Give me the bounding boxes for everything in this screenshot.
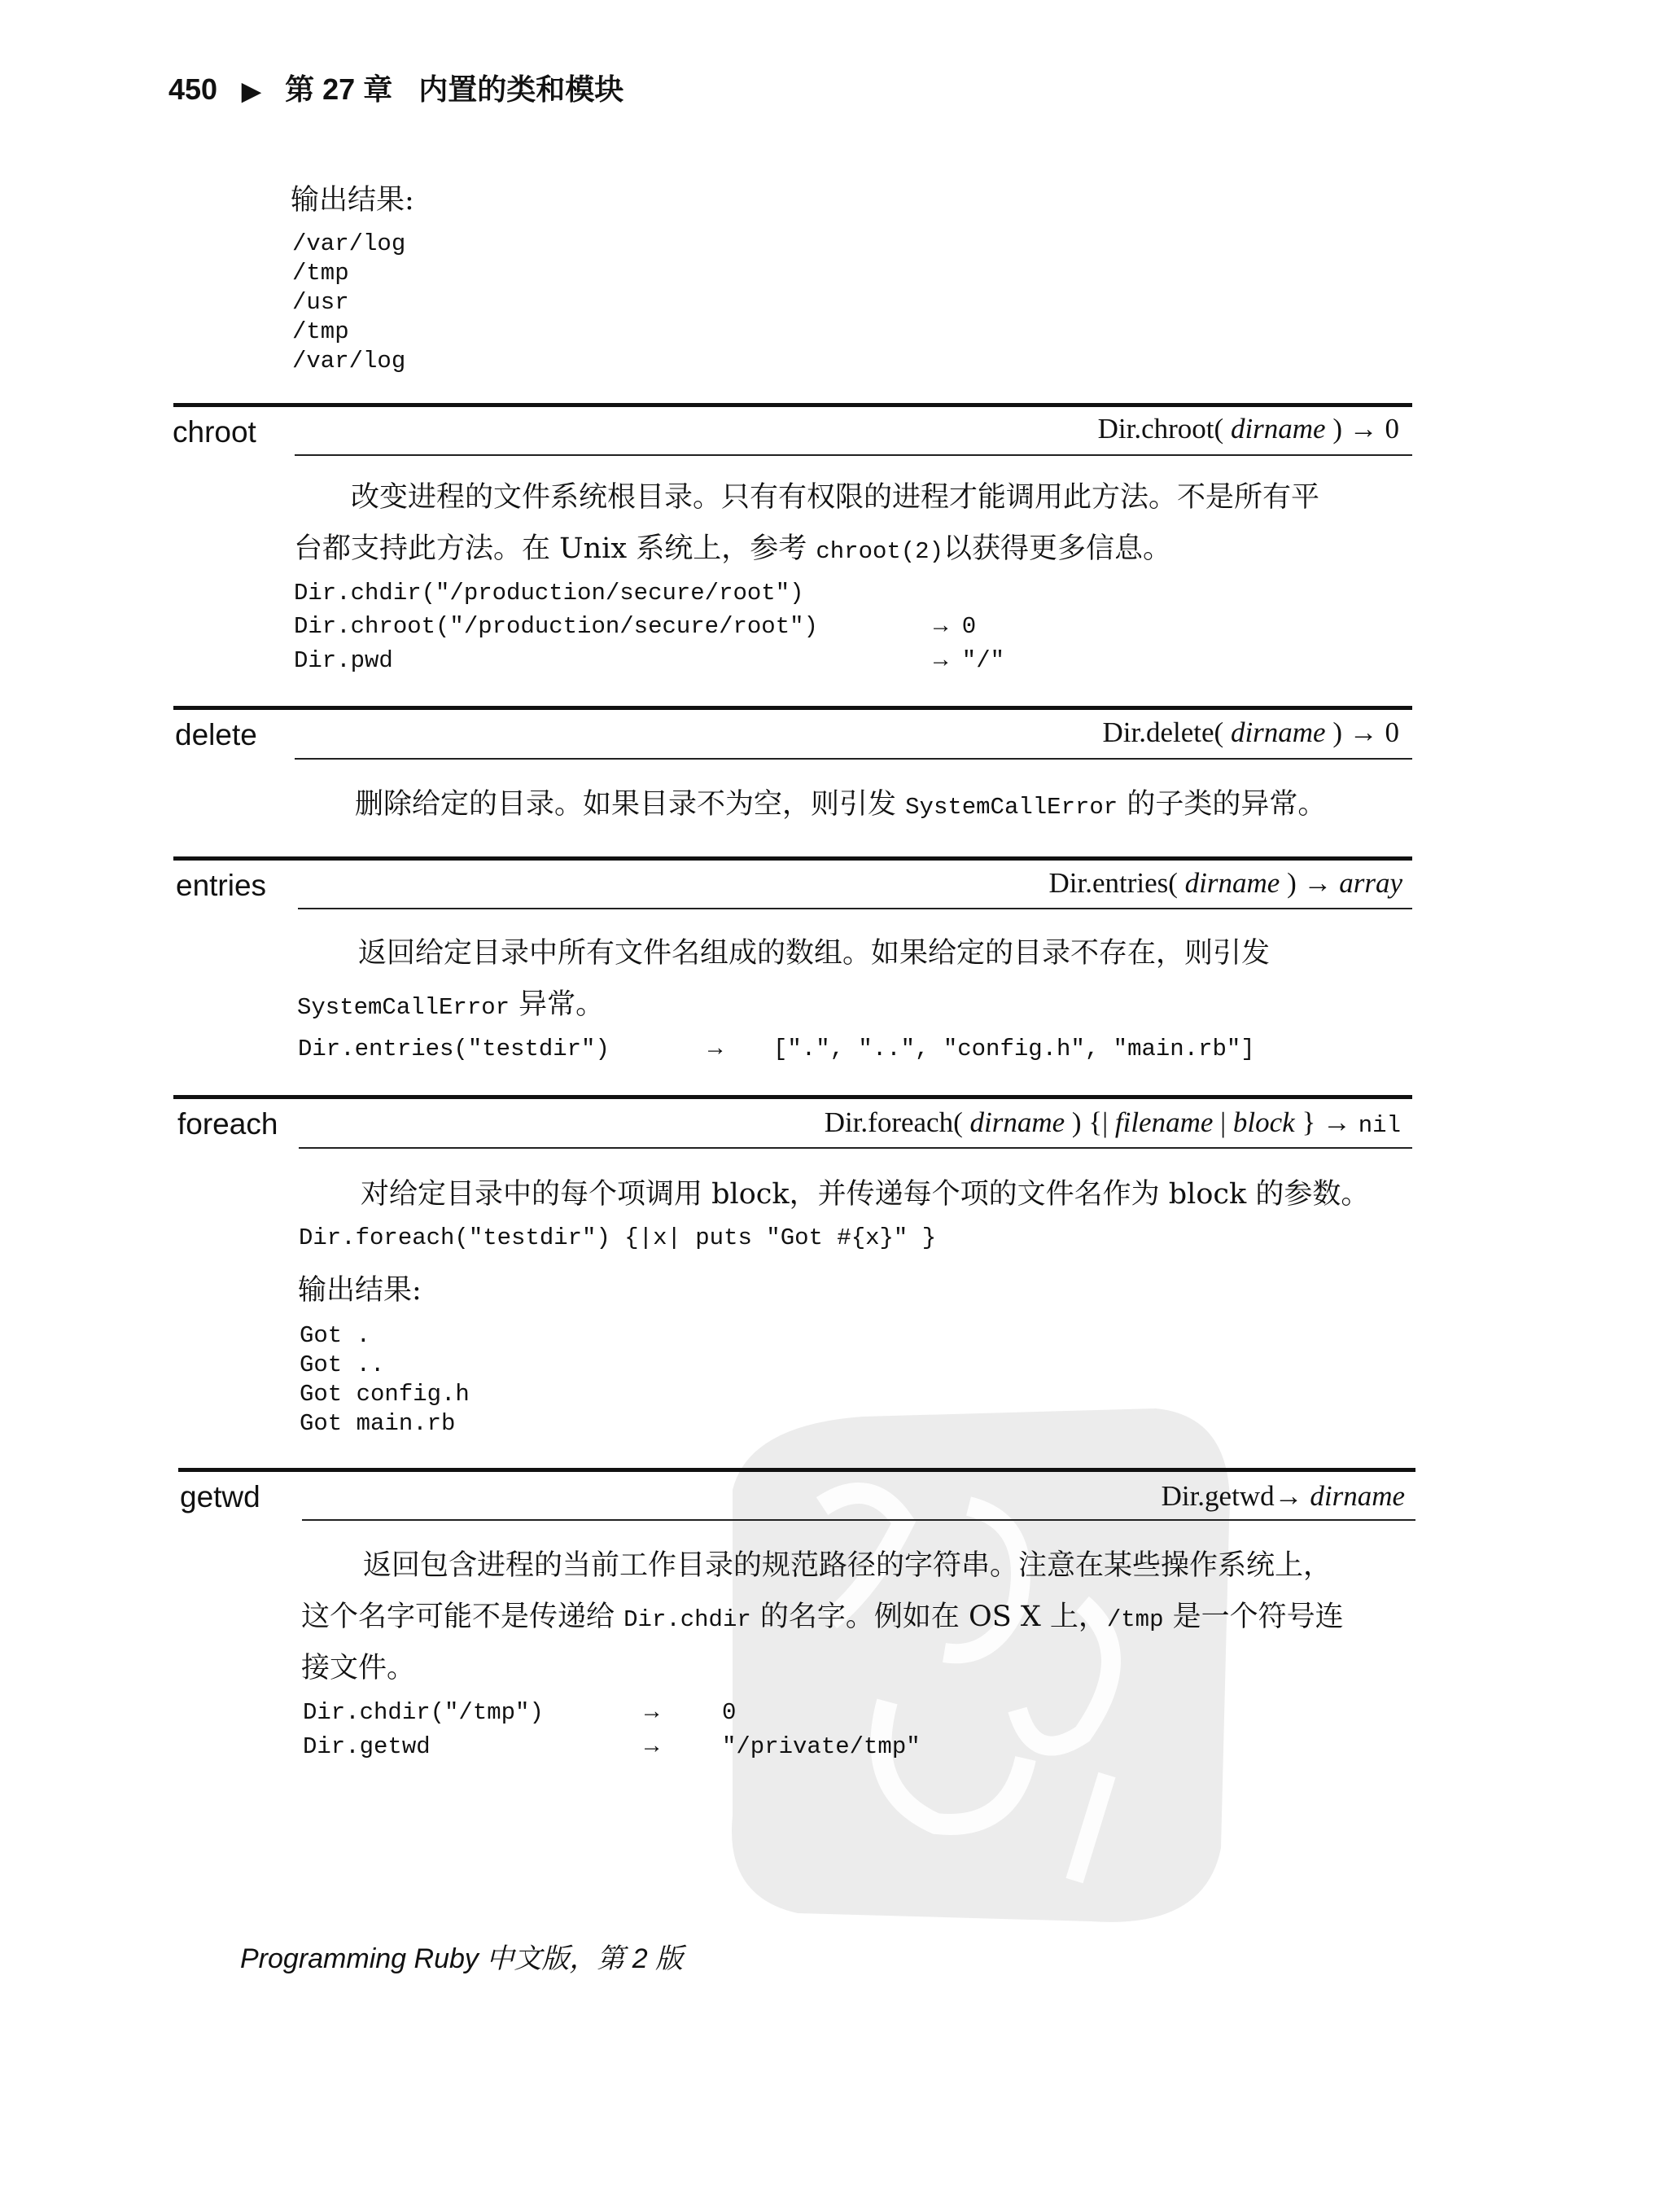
getwd-description-line1: 返回包含进程的当前工作目录的规范路径的字符串。注意在某些操作系统上， [363,1549,1332,1582]
output-line: /tmp [292,260,349,287]
code-example-result: [".", "..", "config.h", "main.rb"] [773,1036,1255,1062]
getwd-description-line3: 接文件。 [301,1652,416,1684]
foreach-output-label: 输出结果: [298,1274,422,1307]
code-example-result: "/private/tmp" [722,1733,921,1760]
code-example-line: Dir.chroot("/production/secure/root") [294,613,818,640]
entries-description-line2: SystemCallError 异常。 [297,988,605,1021]
output-line: /var/log [292,348,406,375]
chroot-description-line1: 改变进程的文件系统根目录。只有有权限的进程才能调用此方法。不是所有平 [351,481,1320,514]
section-divider [173,706,1412,710]
output-line: /var/log [292,230,406,257]
code-example-line: Dir.getwd [303,1733,431,1760]
method-name-getwd: getwd [180,1480,260,1513]
code-example-result: → "/" [934,647,1005,674]
section-divider [173,1095,1412,1099]
method-signature-delete: Dir.delete( dirname ) → 0 [1102,716,1399,748]
header-arrow-icon: ▶ [242,78,261,105]
foreach-output [300,1321,470,1439]
method-name-delete: delete [175,718,257,751]
method-name-entries: entries [176,869,267,902]
intro-output [292,230,405,376]
output-line: /usr [292,289,349,316]
signature-underline [298,908,1412,909]
method-name-chroot: chroot [173,415,256,449]
section-divider [173,856,1412,861]
output-line: Got config.h [300,1381,470,1408]
page-number: 450 [168,72,218,106]
chroot-description-line2: 台都支持此方法。在 Unix 系统上，参考 chroot(2)以获得更多信息。 [294,532,1172,565]
method-signature-chroot: Dir.chroot( dirname ) → 0 [1097,413,1399,445]
section-divider [173,403,1412,407]
method-signature-entries: Dir.entries( dirname ) → array [1048,867,1402,899]
output-line: Got .. [300,1351,385,1378]
section-divider [178,1468,1415,1472]
method-name-foreach: foreach [177,1107,278,1141]
signature-underline [295,454,1412,456]
output-line: /tmp [292,318,349,345]
code-example-line: Dir.chdir("/production/secure/root") [294,580,804,607]
code-example-line: Dir.chdir("/tmp") [303,1699,544,1726]
page-header [168,67,623,108]
output-line: Got main.rb [300,1410,456,1437]
code-example-result: → 0 [934,613,977,640]
book-footer: Programming Ruby 中文版，第 2 版 [240,1943,684,1974]
signature-underline [299,1147,1412,1149]
signature-underline [302,1519,1415,1521]
method-signature-getwd: Dir.getwd→ dirname [1161,1480,1405,1512]
delete-description: 删除给定的目录。如果目录不为空，则引发 SystemCallError 的子类的异常。 [355,788,1327,821]
method-signature-foreach: Dir.foreach( dirname ) {| filename | block } → nil [824,1106,1401,1139]
code-example-line: Dir.foreach("testdir") {|x| puts "Got #{x}" } [299,1224,937,1251]
chapter-number: 第 27 章 [285,72,393,106]
code-example-result: 0 [722,1699,737,1726]
getwd-description-line2: 这个名字可能不是传递给 Dir.chdir 的名字。例如在 OS X 上，/tmp 是一个符号连 [301,1601,1344,1633]
code-example-arrow: → [708,1036,723,1062]
signature-underline [295,758,1412,760]
chapter-title: 内置的类和模块 [418,72,624,106]
watermark-seal [700,1392,1254,1946]
foreach-description: 对给定目录中的每个项调用 block，并传递每个项的文件名作为 block 的参数。 [361,1178,1370,1211]
output-line: Got . [300,1322,371,1349]
code-example-line: Dir.pwd [294,647,393,674]
entries-description-line1: 返回给定目录中所有文件名组成的数组。如果给定的目录不存在，则引发 [358,937,1271,970]
code-example-arrow: → [645,1733,659,1760]
code-example-line: Dir.entries("testdir") [298,1036,610,1062]
intro-output-label: 输出结果: [291,184,414,217]
code-example-arrow: → [645,1699,659,1726]
